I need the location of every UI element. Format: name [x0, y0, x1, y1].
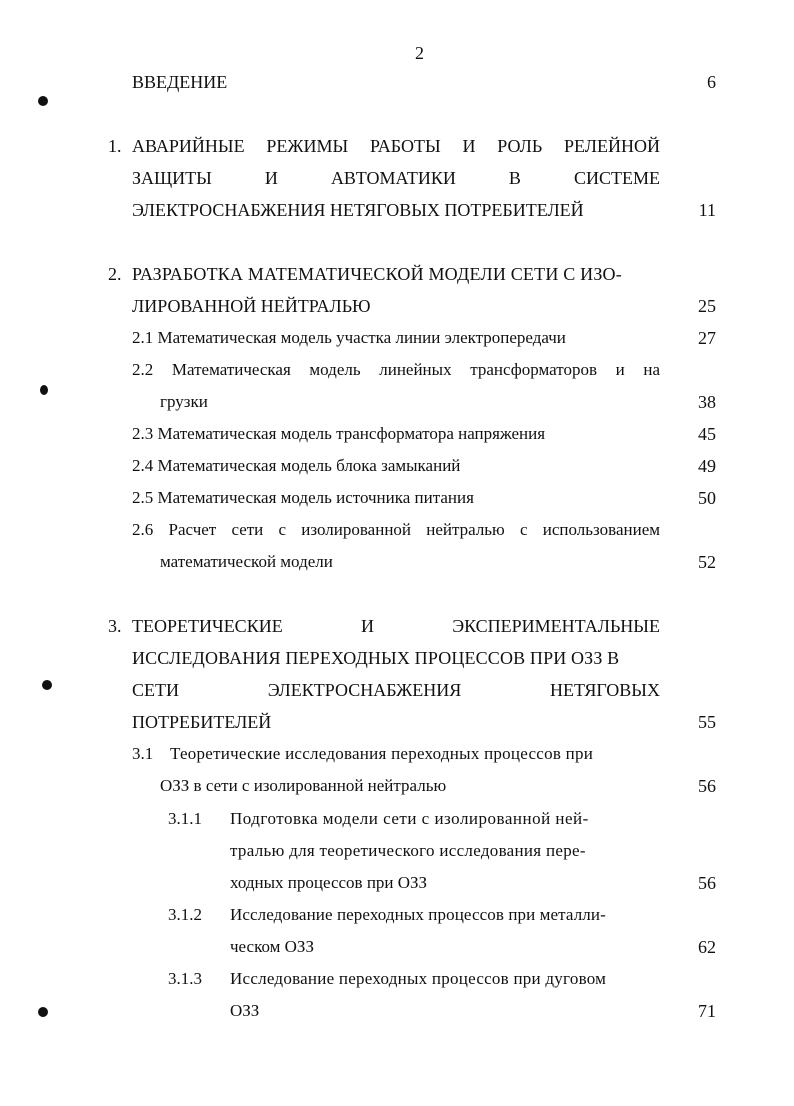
page-number: 2 [415, 43, 424, 63]
toc-s25-page: 50 [698, 488, 716, 508]
toc-s311-line2: тралью для теоретического исследования пере- [230, 841, 586, 860]
word: РАБОТЫ [370, 136, 441, 156]
toc-s311-line1: Подготовка модели сети с изолированной ней- [230, 809, 589, 828]
toc-s22-page: 38 [698, 392, 716, 412]
toc-ch2-number: 2. [108, 264, 122, 284]
toc-s26-line1 [132, 519, 660, 541]
toc-s24: 2.4 Математическая модель блока замыканий [132, 456, 461, 475]
toc-ch3-line3 [132, 679, 660, 701]
toc-s21-page: 27 [698, 328, 716, 348]
word: ТЕОРЕТИЧЕСКИЕ [132, 616, 283, 636]
toc-s312-line2: ческом ОЗЗ [230, 937, 314, 956]
word: 2.2 [132, 360, 154, 379]
toc-s31-number: 3.1 [132, 744, 154, 763]
word: РЕЖИМЫ [266, 136, 349, 156]
toc-s22-line1 [132, 359, 660, 381]
word: И [360, 616, 374, 636]
word: на [643, 360, 660, 379]
word: и [615, 360, 625, 379]
word: трансформаторов [470, 360, 597, 379]
toc-s313-page: 71 [698, 1001, 716, 1021]
toc-s26-line2: математической модели [160, 552, 333, 571]
toc-ch2-line2: ЛИРОВАННОЙ НЕЙТРАЛЬЮ [132, 296, 371, 316]
toc-s22-line2: грузки [160, 392, 208, 411]
toc-ch1-page: 11 [698, 200, 716, 220]
toc-ch3-line2: ИССЛЕДОВАНИЯ ПЕРЕХОДНЫХ ПРОЦЕССОВ ПРИ ОЗЗ В [132, 648, 620, 668]
word: сети [231, 520, 264, 539]
word: В [508, 168, 521, 188]
word: нейтралью [426, 520, 505, 539]
word: И [462, 136, 476, 156]
toc-s312-page: 62 [698, 937, 716, 957]
toc-s31-line2: ОЗЗ в сети с изолированной нейтралью [160, 776, 447, 795]
toc-s312-line1: Исследование переходных процессов при металли- [230, 905, 606, 924]
word: изолированной [301, 520, 412, 539]
toc-s24-page: 49 [698, 456, 716, 476]
binder-hole-mark [42, 680, 52, 690]
binder-hole-mark [40, 385, 48, 395]
toc-s311-line3: ходных процессов при ОЗЗ [230, 873, 428, 892]
toc-s313-number: 3.1.3 [168, 969, 202, 988]
toc-s311-page: 56 [698, 873, 716, 893]
word: И [264, 168, 278, 188]
word: с [278, 520, 287, 539]
toc-intro-page: 6 [707, 72, 716, 92]
toc-s313-line1: Исследование переходных процессов при дуговом [230, 969, 607, 988]
toc-ch1-line1 [132, 135, 660, 157]
binder-hole-mark [38, 96, 48, 106]
word: ЭЛЕКТРОСНАБЖЕНИЯ [267, 680, 462, 700]
toc-ch3-number: 3. [108, 616, 122, 636]
toc-ch1-line2 [132, 167, 660, 189]
toc-s31-line1: Теоретические исследования переходных процессов при [170, 744, 594, 763]
toc-s31-page: 56 [698, 776, 716, 796]
word: ЭКСПЕРИМЕНТАЛЬНЫЕ [452, 616, 660, 636]
word: Расчет [168, 520, 217, 539]
word: СЕТИ [132, 680, 179, 700]
toc-s23-page: 45 [698, 424, 716, 444]
toc-ch3-line1 [132, 615, 660, 637]
word: РЕЛЕЙНОЙ [564, 136, 660, 156]
toc-ch1-number: 1. [108, 136, 122, 156]
word: РОЛЬ [497, 136, 543, 156]
toc-ch3-page: 55 [698, 712, 716, 732]
toc-s25: 2.5 Математическая модель источника питания [132, 488, 474, 507]
toc-s312-number: 3.1.2 [168, 905, 202, 924]
word: ЗАЩИТЫ [132, 168, 212, 188]
toc-ch2-page: 25 [698, 296, 716, 316]
word: использованием [542, 520, 660, 539]
toc-ch1-line3: ЭЛЕКТРОСНАБЖЕНИЯ НЕТЯГОВЫХ ПОТРЕБИТЕЛЕЙ [132, 200, 584, 220]
word: Математическая [171, 360, 291, 379]
word: АВТОМАТИКИ [330, 168, 456, 188]
toc-s26-page: 52 [698, 552, 716, 572]
word: НЕТЯГОВЫХ [550, 680, 660, 700]
toc-s313-line2: ОЗЗ [230, 1001, 260, 1020]
word: линейных [379, 360, 452, 379]
toc-ch2-line1: РАЗРАБОТКА МАТЕМАТИЧЕСКОЙ МОДЕЛИ СЕТИ С ИЗО- [132, 264, 622, 284]
toc-s21: 2.1 Математическая модель участка линии электропередачи [132, 328, 566, 347]
word: модель [309, 360, 361, 379]
binder-hole-mark [38, 1007, 48, 1017]
word: с [520, 520, 528, 539]
toc-intro-title: ВВЕДЕНИЕ [132, 72, 228, 92]
word: 2.6 [132, 520, 154, 539]
toc-s23: 2.3 Математическая модель трансформатора напряжения [132, 424, 546, 443]
toc-s311-number: 3.1.1 [168, 809, 202, 828]
toc-ch3-line4: ПОТРЕБИТЕЛЕЙ [132, 712, 272, 732]
word: АВАРИЙНЫЕ [132, 136, 245, 156]
word: СИСТЕМЕ [573, 168, 660, 188]
